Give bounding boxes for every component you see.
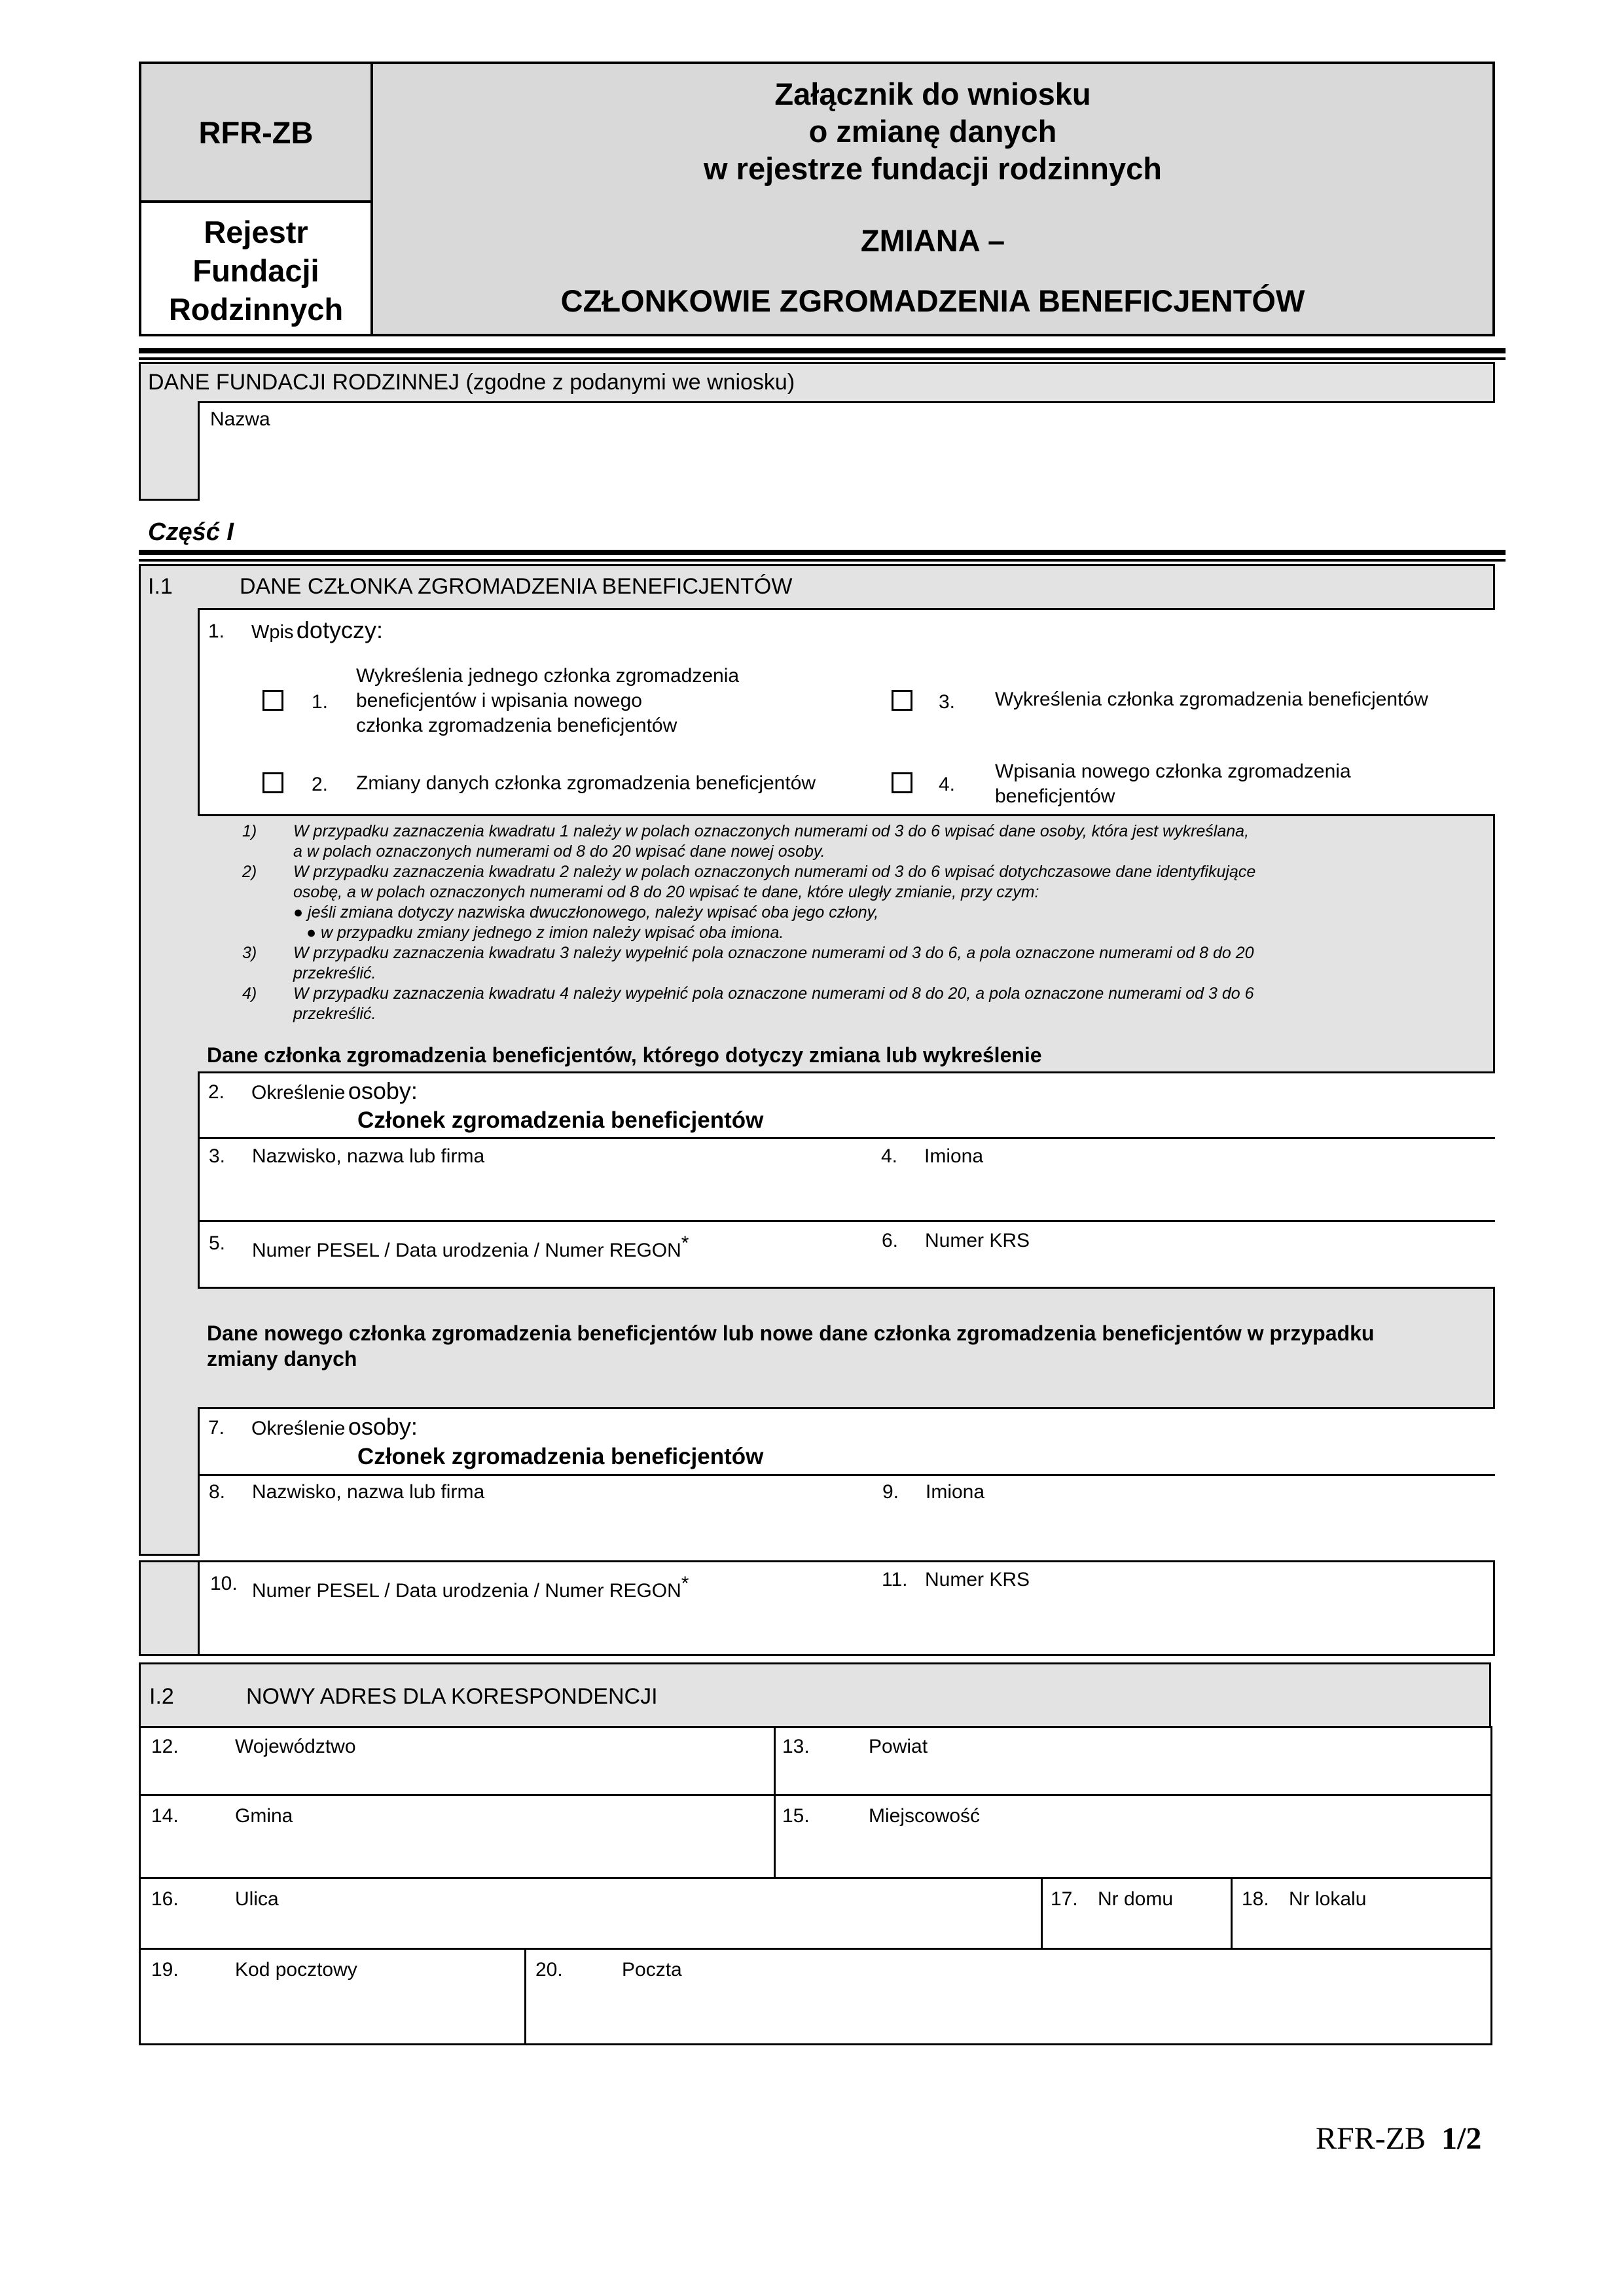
option-2-label: Zmiany danych członka zgromadzenia beneficjentów: [356, 772, 816, 794]
option-4-label: Wpisania nowego członka zgromadzenia beneficjentów: [995, 761, 1351, 807]
change-subject: CZŁONKOWIE ZGROMADZENIA BENEFICJENTÓW: [560, 283, 1305, 318]
existing-member-heading: Dane członka zgromadzenia beneficjentów, którego dotyczy zmiana lub wykreślenie: [207, 1043, 1042, 1067]
form-code: RFR-ZB: [198, 115, 314, 150]
register-name: Rejestr Fundacji Rodzinnych: [168, 215, 344, 327]
field-8-number: 8.: [209, 1481, 226, 1503]
field-14-number: 14.: [151, 1805, 179, 1827]
field-10-number: 10.: [210, 1573, 238, 1594]
field-6-label: Numer KRS: [925, 1230, 1030, 1251]
field-2-value: Członek zgromadzenia beneficjentów: [357, 1107, 764, 1133]
field-18-number: 18.: [1242, 1888, 1269, 1910]
option-3-label: Wykreślenia członka zgromadzenia beneficjentów: [995, 689, 1428, 710]
field-12-label: Województwo: [235, 1736, 356, 1757]
field-17-house-number[interactable]: [1043, 1879, 1231, 1948]
field-11-label: Numer KRS: [925, 1569, 1030, 1590]
field-15-label: Miejscowość: [869, 1805, 981, 1827]
foundation-name-label: Nazwa: [210, 408, 270, 430]
field-8-surname[interactable]: [198, 1474, 876, 1556]
field-19-label: Kod pocztowy: [235, 1959, 357, 1981]
field-3-surname[interactable]: [198, 1137, 876, 1222]
field-7-label: Określenie osoby:: [251, 1413, 418, 1440]
footer-page-marker: RFR-ZB 1/2: [1316, 2121, 1482, 2156]
option-4-checkbox[interactable]: [892, 772, 912, 793]
option-2-checkbox[interactable]: [262, 772, 283, 793]
field-16-number: 16.: [151, 1888, 179, 1910]
field-3-number: 3.: [209, 1145, 226, 1167]
part-title: Część I: [148, 518, 234, 546]
field-19-number: 19.: [151, 1959, 179, 1981]
change-label: ZMIANA –: [860, 223, 1005, 258]
field-10-label: Numer PESEL / Data urodzenia / Numer REGON*: [252, 1573, 689, 1602]
option-2-number: 2.: [312, 774, 329, 795]
field-20-number: 20.: [535, 1959, 563, 1981]
field-13-county[interactable]: [776, 1728, 1490, 1794]
field-1-label: Wpis dotyczy:: [251, 617, 383, 643]
field-13-number: 13.: [782, 1736, 810, 1757]
section-i1-number: I.1: [148, 574, 173, 599]
field-16-street[interactable]: [141, 1879, 1041, 1948]
field-7-value: Członek zgromadzenia beneficjentów: [357, 1444, 764, 1469]
field-2-label: Określenie osoby:: [251, 1077, 418, 1104]
field-14-commune[interactable]: [141, 1796, 774, 1877]
field-18-label: Nr lokalu: [1289, 1888, 1367, 1910]
field-13-label: Powiat: [869, 1736, 928, 1757]
option-3-checkbox[interactable]: [892, 690, 912, 711]
section-i2-number: I.2: [149, 1684, 174, 1709]
option-1-number: 1.: [312, 691, 329, 713]
instructions-notes: 1) W przypadku zaznaczenia kwadratu 1 należy w polach oznaczonych numerami od 3 do 6 wpisać dane osoby, która jest wykreślana, a w polach oznaczonych numerami od 8 do 20 wpisać dane nowej osoby. 2) W przypadku zaznaczenia kwadratu 2 należy w polach oznaczonych numerami od 3 do 6 wpisać dotychczasowe dane identyfikujące osobę, a w polach oznaczonych numerami od 8 do 20 wpisać te dane, które uległy zmianie, przy czym: ● jeśli zmiana dotyczy nazwiska dwuczłonowego, należy wpisać oba jego człony, ● w przypadku zmiany jednego z imion należy wpisać oba imiona. 3) W przypadku zaznaczenia kwadratu 3 należy wypełnić pola oznaczone numerami od 3 do 6, a pola oznaczone numerami od 8 do 20 przekreślić. 4) W przypadku zaznaczenia kwadratu 4 należy wypełnić pola oznaczone numerami od 8 do 20, a pola oznaczone numerami od 3 do 6 przekreślić.: [242, 822, 1256, 1023]
field-11-number: 11.: [882, 1569, 908, 1590]
form-title: Załącznik do wniosku o zmianę danych w rejestrze fundacji rodzinnych: [704, 77, 1162, 186]
option-4-number: 4.: [939, 774, 956, 795]
new-member-heading: Dane nowego członka zgromadzenia beneficjentów lub nowe dane członka zgromadzenia beneficjentów w przypadku zmiany danych: [207, 1321, 1375, 1371]
field-5-number: 5.: [209, 1232, 226, 1254]
field-2-number: 2.: [208, 1081, 225, 1103]
field-18-apartment-number[interactable]: [1233, 1879, 1490, 1948]
field-15-locality[interactable]: [776, 1796, 1490, 1877]
field-9-first-names[interactable]: [875, 1474, 1495, 1556]
field-6-number: 6.: [882, 1230, 899, 1251]
foundation-section-title: DANE FUNDACJI RODZINNEJ (zgodne z podanymi we wniosku): [148, 370, 795, 395]
section-i1-title: DANE CZŁONKA ZGROMADZENIA BENEFICJENTÓW: [240, 574, 793, 599]
field-12-number: 12.: [151, 1736, 179, 1757]
field-12-voivodeship[interactable]: [141, 1728, 774, 1794]
field-4-label: Imiona: [924, 1145, 984, 1167]
field-3-label: Nazwisko, nazwa lub firma: [252, 1145, 485, 1167]
field-17-label: Nr domu: [1098, 1888, 1174, 1910]
field-4-first-names[interactable]: [875, 1137, 1495, 1222]
field-10-pesel[interactable]: [198, 1560, 875, 1656]
field-19-postal-code[interactable]: [141, 1950, 524, 2043]
field-17-number: 17.: [1051, 1888, 1078, 1910]
field-16-label: Ulica: [235, 1888, 279, 1910]
foundation-name-field[interactable]: [198, 401, 1495, 501]
field-9-label: Imiona: [926, 1481, 985, 1503]
option-1-checkbox[interactable]: [262, 690, 283, 711]
field-20-label: Poczta: [622, 1959, 682, 1981]
field-6-krs[interactable]: [873, 1220, 1495, 1289]
field-7-number: 7.: [208, 1417, 225, 1439]
option-3-number: 3.: [939, 691, 956, 713]
field-15-number: 15.: [782, 1805, 810, 1827]
section-i2-title: NOWY ADRES DLA KORESPONDENCJI: [246, 1684, 658, 1709]
field-14-label: Gmina: [235, 1805, 293, 1827]
field-4-number: 4.: [881, 1145, 898, 1167]
field-8-label: Nazwisko, nazwa lub firma: [252, 1481, 485, 1503]
option-1-label: Wykreślenia jednego członka zgromadzenia beneficjentów i wpisania nowego członka zgromadzenia beneficjentów: [356, 665, 740, 736]
field-1-number: 1.: [208, 620, 225, 642]
field-5-pesel[interactable]: [198, 1220, 875, 1289]
field-11-krs[interactable]: [873, 1560, 1495, 1656]
field-20-post-office[interactable]: [526, 1950, 1490, 2043]
field-5-label: Numer PESEL / Data urodzenia / Numer REGON*: [252, 1232, 689, 1261]
field-9-number: 9.: [882, 1481, 899, 1503]
